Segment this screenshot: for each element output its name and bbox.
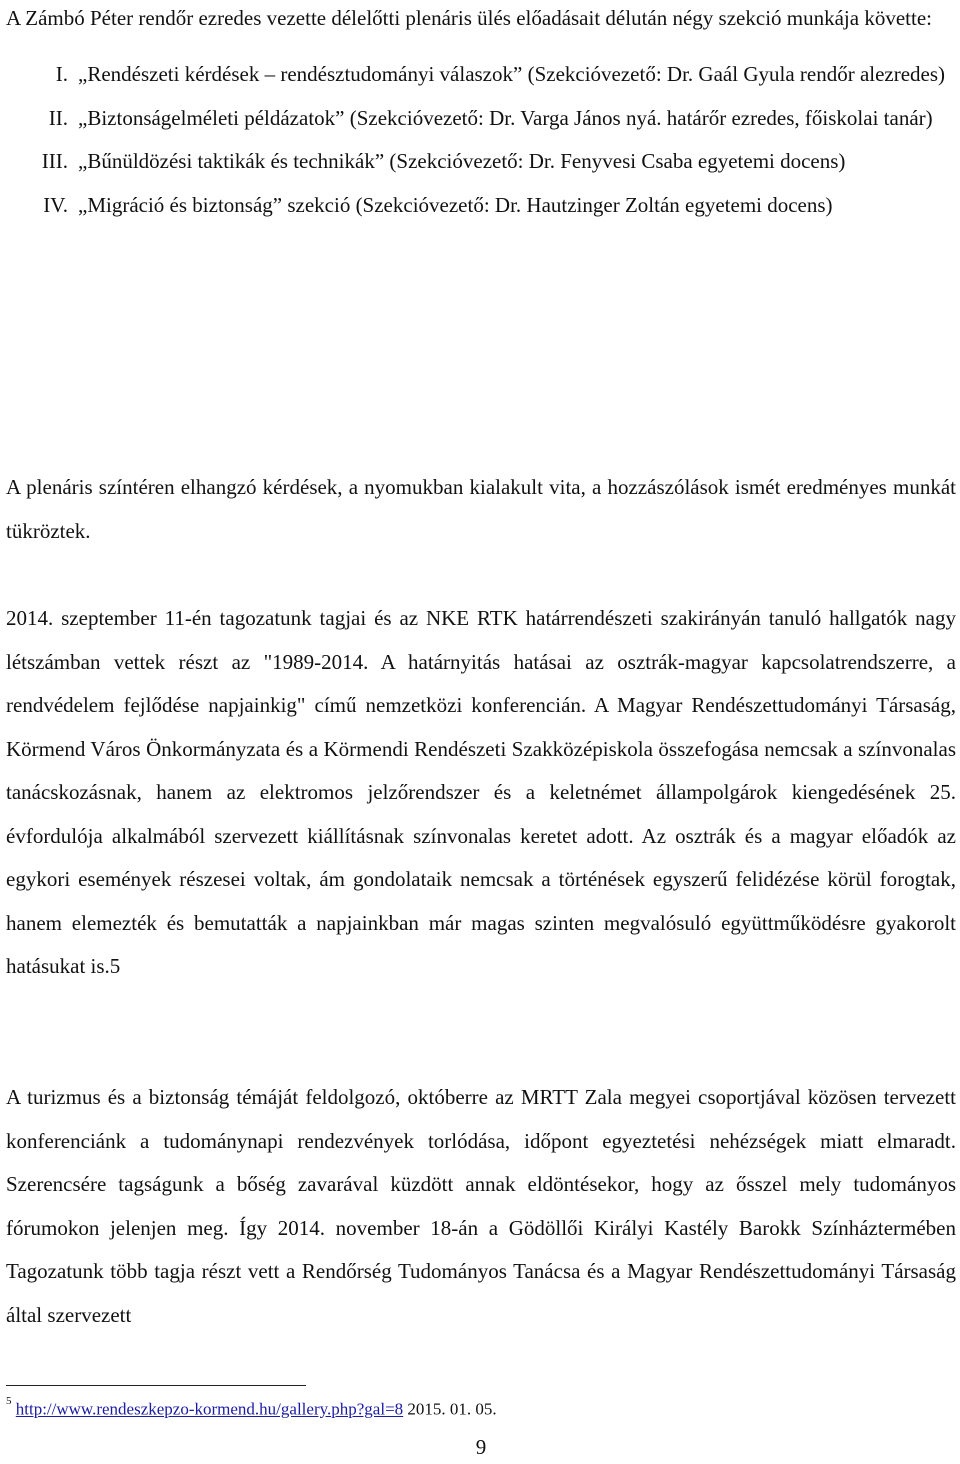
list-number: I. (55, 62, 68, 86)
intro-paragraph: A Zámbó Péter rendőr ezredes vezette délelőtti plenáris ülés előadásait délután négy szekció munkája követte: (6, 6, 932, 30)
list-item (6, 140, 956, 184)
list-text: „Bűnüldözési taktikák és technikák” (Szekcióvezető: Dr. Fenyvesi Csaba egyetemi docens) (78, 149, 846, 173)
list-number: IV. (43, 192, 68, 217)
paragraph-conference: 2014. szeptember 11-én tagozatunk tagjai és az NKE RTK határrendészeti szakirányán tanuló hallgatók nagy létszámban vettek részt az "1989-2014. A határnyitás hatásai az osztrák-magyar kapcsolatrendszerre, a rendvédelem fejlődése napjainkig" című nemzetközi konferencián. A Magyar Rendészettudományi Társaság, Körmend Város Önkormányzata és a Körmendi Rendészeti Szakközépiskola összefogása nemcsak a színvonalas tanácskozásnak, hanem az elektromos jelzőrendszer és a keletnémet állampolgárok kiengedésének 25. évfordulója alkalmából szervezett kiállításnak színvonalas keretet adott. Az osztrák és a magyar előadók az egykori események részesei voltak, ám gondolataik nemcsak a történések egyszerű felidézése körül forogtak, hanem elemezték és bemutatták a napjainkban már magas szinten megvalósuló együttműködésre gyakorolt hatásukat is.5 (6, 606, 956, 978)
footnote-date: 2015. 01. 05. (407, 1399, 497, 1419)
list-text: „Rendészeti kérdések – rendésztudományi válaszok” (Szekcióvezető: Dr. Gaál Gyula rendőr alezredes) (78, 62, 946, 86)
list-number: III. (41, 149, 68, 173)
paragraph-tourism: A turizmus és a biztonság témáját feldolgozó, októberre az MRTT Zala megyei csoportjával közösen tervezett konferenciánk a tudománynapi rendezvények torlódása, időpont egyeztetési nehézségek miatt elmaradt. Szerencsére tagságunk a bőség zavarával küzdött annak eldöntésekor, hogy az ősszel mely tudományos fórumokon jelenjen meg. Így 2014. november 18-án a Gödöllői Királyi Kastély Barokk Színháztermében Tagozatunk több tagja részt vett a Rendőrség Tudományos Tanácsa és a Magyar Rendészettudományi Társaság által szervezett (6, 1085, 956, 1327)
footnote-mark: 5 (6, 1395, 12, 1407)
list-item (6, 97, 956, 141)
page-number: 9 (475, 1435, 487, 1459)
list-item (6, 53, 956, 97)
footnote (6, 1394, 497, 1421)
list-text: „Migráció és biztonság” szekció (Szekcióvezető: Dr. Hautzinger Zoltán egyetemi docens) (78, 192, 833, 217)
list-text: „Biztonságelméleti példázatok” (Szekcióvezető: Dr. Varga János nyá. határőr ezredes, főiskolai tanár) (78, 105, 933, 130)
footnote-link[interactable]: http://www.rendeszkepzo-kormend.hu/gallery.php?gal=8 (15, 1399, 404, 1419)
list-number: II. (48, 105, 68, 130)
paragraph-plenary: A plenáris színtéren elhangzó kérdések, a nyomukban kialakult vita, a hozzászólások ismét eredményes munkát tükröztek. (6, 475, 956, 543)
section-list (6, 53, 956, 227)
list-item (6, 184, 956, 228)
footnote-divider (6, 1385, 306, 1386)
